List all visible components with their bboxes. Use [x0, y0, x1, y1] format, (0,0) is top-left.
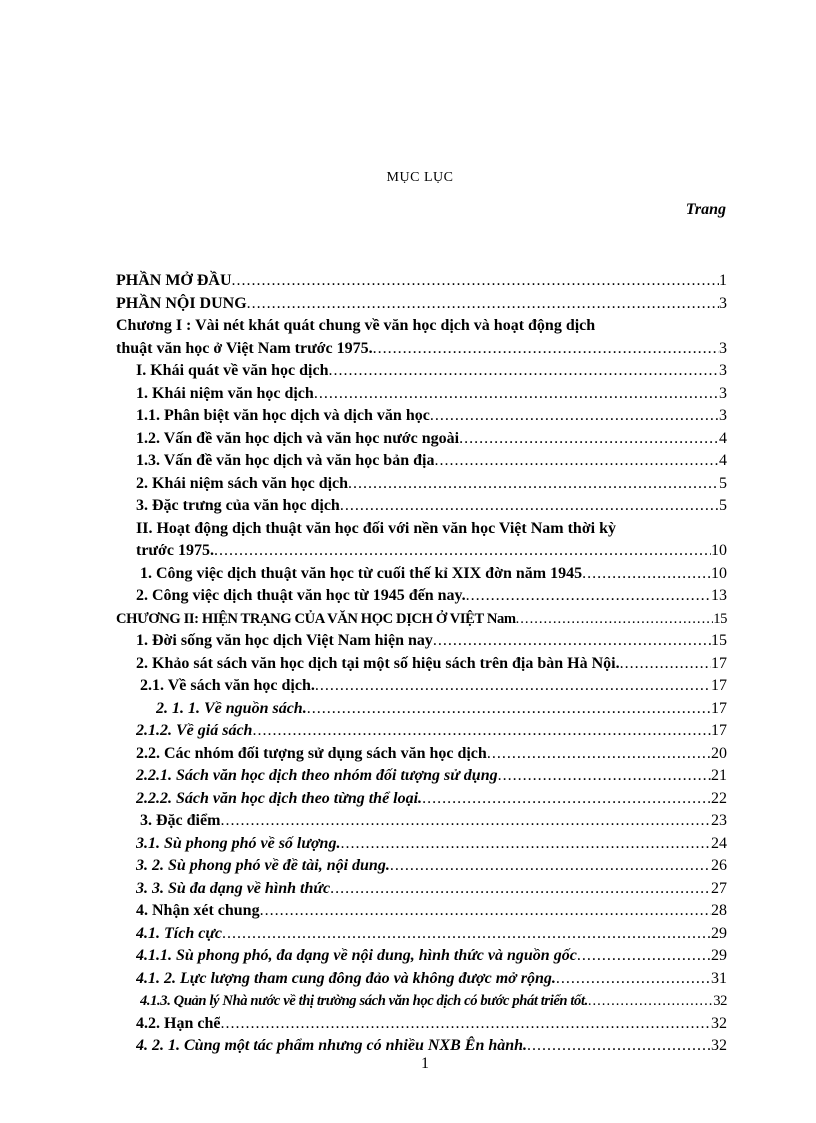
- toc-dot-leader: [390, 855, 711, 878]
- toc-entry-label: 3. 3. Sù đa dạng về hình thức: [136, 879, 331, 897]
- toc-entry[interactable]: [116, 338, 727, 361]
- toc-entry-label: 1.3. Vấn đề văn học dịch và văn học bản địa: [136, 452, 435, 469]
- toc-entry-page: 13: [711, 587, 727, 604]
- toc-entry-page: 3: [719, 294, 727, 312]
- toc-entry-label: 4. Nhận xét chung: [136, 902, 260, 919]
- toc-dot-leader: [340, 833, 711, 856]
- toc-entry[interactable]: [116, 968, 727, 991]
- toc-entry[interactable]: [116, 473, 727, 496]
- toc-entry[interactable]: [116, 315, 727, 338]
- toc-dot-leader: [487, 743, 711, 766]
- toc-entry-label: PHẦN MỞ ĐẦU: [116, 272, 232, 289]
- toc-entry-page: 5: [719, 497, 727, 514]
- toc-entry-label: 4.2. Hạn chế: [136, 1014, 221, 1032]
- toc-entry-label: 1.1. Phân biệt văn học dịch và dịch văn học: [136, 407, 430, 424]
- toc-entry-page: 3: [719, 407, 727, 424]
- toc-entry[interactable]: [116, 360, 727, 383]
- toc-entry-page: 26: [711, 857, 727, 874]
- toc-entry[interactable]: [116, 518, 727, 541]
- toc-entry[interactable]: [116, 270, 727, 293]
- toc-entry[interactable]: [116, 698, 727, 721]
- toc-entry-page: 17: [711, 699, 727, 717]
- toc-entry-page: 21: [711, 767, 727, 784]
- toc-entry-page: 23: [711, 812, 727, 829]
- toc-entry-page: 3: [719, 362, 727, 379]
- toc-entry[interactable]: [116, 540, 727, 563]
- toc-dot-leader: [466, 585, 711, 608]
- toc-dot-leader: [434, 450, 719, 473]
- toc-entry-label: PHẦN NỘI DUNG: [116, 294, 247, 312]
- toc-dot-leader: [459, 428, 719, 451]
- toc-entry-label: 2. 1. 1. Về nguồn sách.: [156, 699, 307, 717]
- toc-entry-page: 32: [711, 1014, 727, 1032]
- toc-entry[interactable]: [116, 990, 727, 1013]
- toc-entry[interactable]: [116, 383, 727, 406]
- toc-entry[interactable]: [116, 720, 727, 743]
- toc-entry-page: 10: [711, 564, 727, 582]
- toc-dot-leader: [315, 675, 711, 698]
- toc-entry[interactable]: [116, 810, 727, 833]
- toc-dot-leader: [582, 563, 711, 586]
- toc-entry-page: 27: [711, 879, 727, 897]
- toc-entry-page: 22: [711, 789, 727, 807]
- toc-entry-label: 3. 2. Sù phong phó về đề tài, nội dung.: [136, 857, 390, 874]
- toc-entry-label: 2.2. Các nhóm đối tượng sử dụng sách văn học dịch: [136, 744, 487, 762]
- toc-entry[interactable]: [116, 293, 727, 316]
- toc-dot-leader: [556, 968, 711, 991]
- toc-dot-leader: [328, 360, 719, 383]
- toc-entry-label: 2.2.2. Sách văn học dịch theo từng thể loại.: [136, 789, 423, 807]
- toc-dot-leader: [340, 495, 719, 518]
- toc-dot-leader: [220, 810, 711, 833]
- toc-dot-leader: [314, 383, 719, 406]
- page-number: 1: [421, 1055, 429, 1072]
- toc-dot-leader: [422, 788, 711, 811]
- toc-entry-label: 4.1. Tích cực: [136, 924, 223, 942]
- toc-entry-page: 4: [719, 429, 727, 447]
- toc-entry[interactable]: [116, 900, 727, 923]
- toc-entry-label: 2. Khảo sát sách văn học dịch tại một số hiệu sách trên địa bàn Hà Nội.: [136, 654, 620, 672]
- toc-entry-label: 2. Công việc dịch thuật văn học từ 1945 đến nay.: [136, 587, 466, 604]
- toc-entry[interactable]: [116, 945, 727, 968]
- toc-entry-label: 1. Khái niệm văn học dịch: [136, 384, 314, 402]
- toc-entry-page: 24: [711, 834, 727, 852]
- toc-entry-label: 4.1.1. Sù phong phó, đa dạng về nội dung, hình thức và nguồn gốc: [136, 947, 577, 964]
- toc-entry[interactable]: [116, 788, 727, 811]
- toc-entry-label: 3. Đặc điểm: [140, 812, 221, 829]
- toc-entry[interactable]: [116, 585, 727, 608]
- toc-entry-page: 20: [711, 744, 727, 762]
- toc-entry-label: trước 1975.: [136, 542, 214, 559]
- toc-entry-label: 2.2.1. Sách văn học dịch theo nhóm đối tượng sử dụng: [136, 767, 498, 784]
- toc-entry-page: 28: [711, 902, 727, 919]
- toc-entry[interactable]: [116, 495, 727, 518]
- toc-entry-page: 3: [719, 339, 727, 357]
- toc-entry-label: 3. Đặc trưng của văn học dịch: [136, 497, 340, 514]
- toc-entry-label: 1.2. Vấn đề văn học dịch và văn học nước ngoài: [136, 429, 460, 447]
- toc-dot-leader: [588, 990, 713, 1013]
- toc-entry-page: 31: [711, 969, 727, 987]
- toc-dot-leader: [430, 405, 719, 428]
- toc-entry[interactable]: [116, 428, 727, 451]
- toc-entry-page: 32: [711, 1037, 727, 1054]
- toc-dot-leader: [307, 698, 711, 721]
- toc-entry[interactable]: [116, 675, 727, 698]
- toc-entry[interactable]: [116, 743, 727, 766]
- toc-entry-page: 4: [719, 452, 727, 469]
- toc-entry[interactable]: [116, 923, 727, 946]
- toc-entry-label: I. Khái quát về văn học dịch: [136, 362, 329, 379]
- toc-entry-label: 2.1.2. Về giá sách: [136, 722, 253, 739]
- toc-entry-label: 4.1.3. Quản lý Nhà nước về thị trường sách văn học dịch có bước phát triển tốt.: [140, 993, 588, 1009]
- toc-dot-leader: [252, 720, 711, 743]
- toc-dot-leader: [220, 1013, 711, 1036]
- page-title: MỤC LỤC: [386, 170, 454, 185]
- toc-entry-label: 4. 2. 1. Cùng một tác phẩm nhưng có nhiều NXB Ên hành.: [136, 1037, 528, 1054]
- toc-entry-label: 2. Khái niệm sách văn học dịch: [136, 474, 349, 492]
- table-of-contents: [116, 270, 727, 1058]
- toc-entry-page: 17: [711, 677, 727, 694]
- toc-dot-leader: [260, 900, 711, 923]
- toc-dot-leader: [577, 945, 711, 968]
- toc-entry-page: 10: [711, 542, 727, 559]
- toc-entry[interactable]: [116, 563, 727, 586]
- toc-entry-page: 1: [719, 272, 727, 289]
- toc-dot-leader: [516, 608, 714, 631]
- toc-entry[interactable]: [116, 765, 727, 788]
- toc-entry[interactable]: [116, 878, 727, 901]
- toc-entry-page: 17: [711, 722, 727, 739]
- toc-entry-page: 17: [711, 654, 727, 672]
- toc-entry[interactable]: [116, 855, 727, 878]
- toc-dot-leader: [214, 540, 711, 563]
- toc-entry[interactable]: [116, 833, 727, 856]
- toc-entry-page: 15: [711, 632, 727, 649]
- toc-entry-page: 29: [711, 924, 727, 942]
- toc-entry-label: 1. Công việc dịch thuật văn học từ cuối thế kỉ XIX đờn năm 1945: [140, 564, 583, 582]
- toc-dot-leader: [620, 653, 711, 676]
- toc-entry-label: Chương I : Vài nét khát quát chung về văn học dịch và hoạt động dịch: [116, 317, 596, 334]
- toc-entry-page: 32: [713, 993, 727, 1009]
- toc-entry-page: 3: [719, 384, 727, 402]
- toc-dot-leader: [222, 923, 711, 946]
- toc-dot-leader: [348, 473, 719, 496]
- toc-dot-leader: [232, 270, 719, 293]
- toc-entry-page: 29: [711, 947, 727, 964]
- toc-entry-label: CHƯƠNG II: HIỆN TRẠNG CỦA VĂN HỌC DỊCH Ở VIỆT Nam: [116, 610, 516, 627]
- toc-entry[interactable]: [116, 653, 727, 676]
- toc-entry[interactable]: [116, 450, 727, 473]
- toc-entry[interactable]: [116, 405, 727, 428]
- toc-entry-label: 2.1. Về sách văn học dịch.: [140, 677, 315, 694]
- toc-dot-leader: [498, 765, 711, 788]
- toc-dot-leader: [330, 878, 711, 901]
- toc-entry-label: 1. Đời sống văn học dịch Việt Nam hiện nay: [136, 632, 433, 649]
- toc-dot-leader: [433, 630, 711, 653]
- toc-dot-leader: [373, 338, 719, 361]
- toc-entry-label: II. Hoạt động dịch thuật văn học đối với nền văn học Việt Nam thời kỳ: [136, 519, 617, 537]
- toc-entry-label: 3.1. Sù phong phó về số lượng.: [136, 834, 341, 852]
- toc-entry[interactable]: [116, 608, 727, 631]
- page-column-label: Trang: [685, 201, 726, 218]
- toc-dot-leader: [247, 293, 719, 316]
- toc-entry[interactable]: [116, 1013, 727, 1036]
- toc-entry-page: 15: [713, 610, 727, 627]
- toc-entry-page: 5: [719, 474, 727, 492]
- toc-entry-label: thuật văn học ở Việt Nam trước 1975.: [116, 339, 373, 357]
- toc-entry-label: 4.1. 2. Lực lượng tham cung đông đảo và không được mở rộng.: [136, 969, 556, 987]
- toc-entry[interactable]: [116, 630, 727, 653]
